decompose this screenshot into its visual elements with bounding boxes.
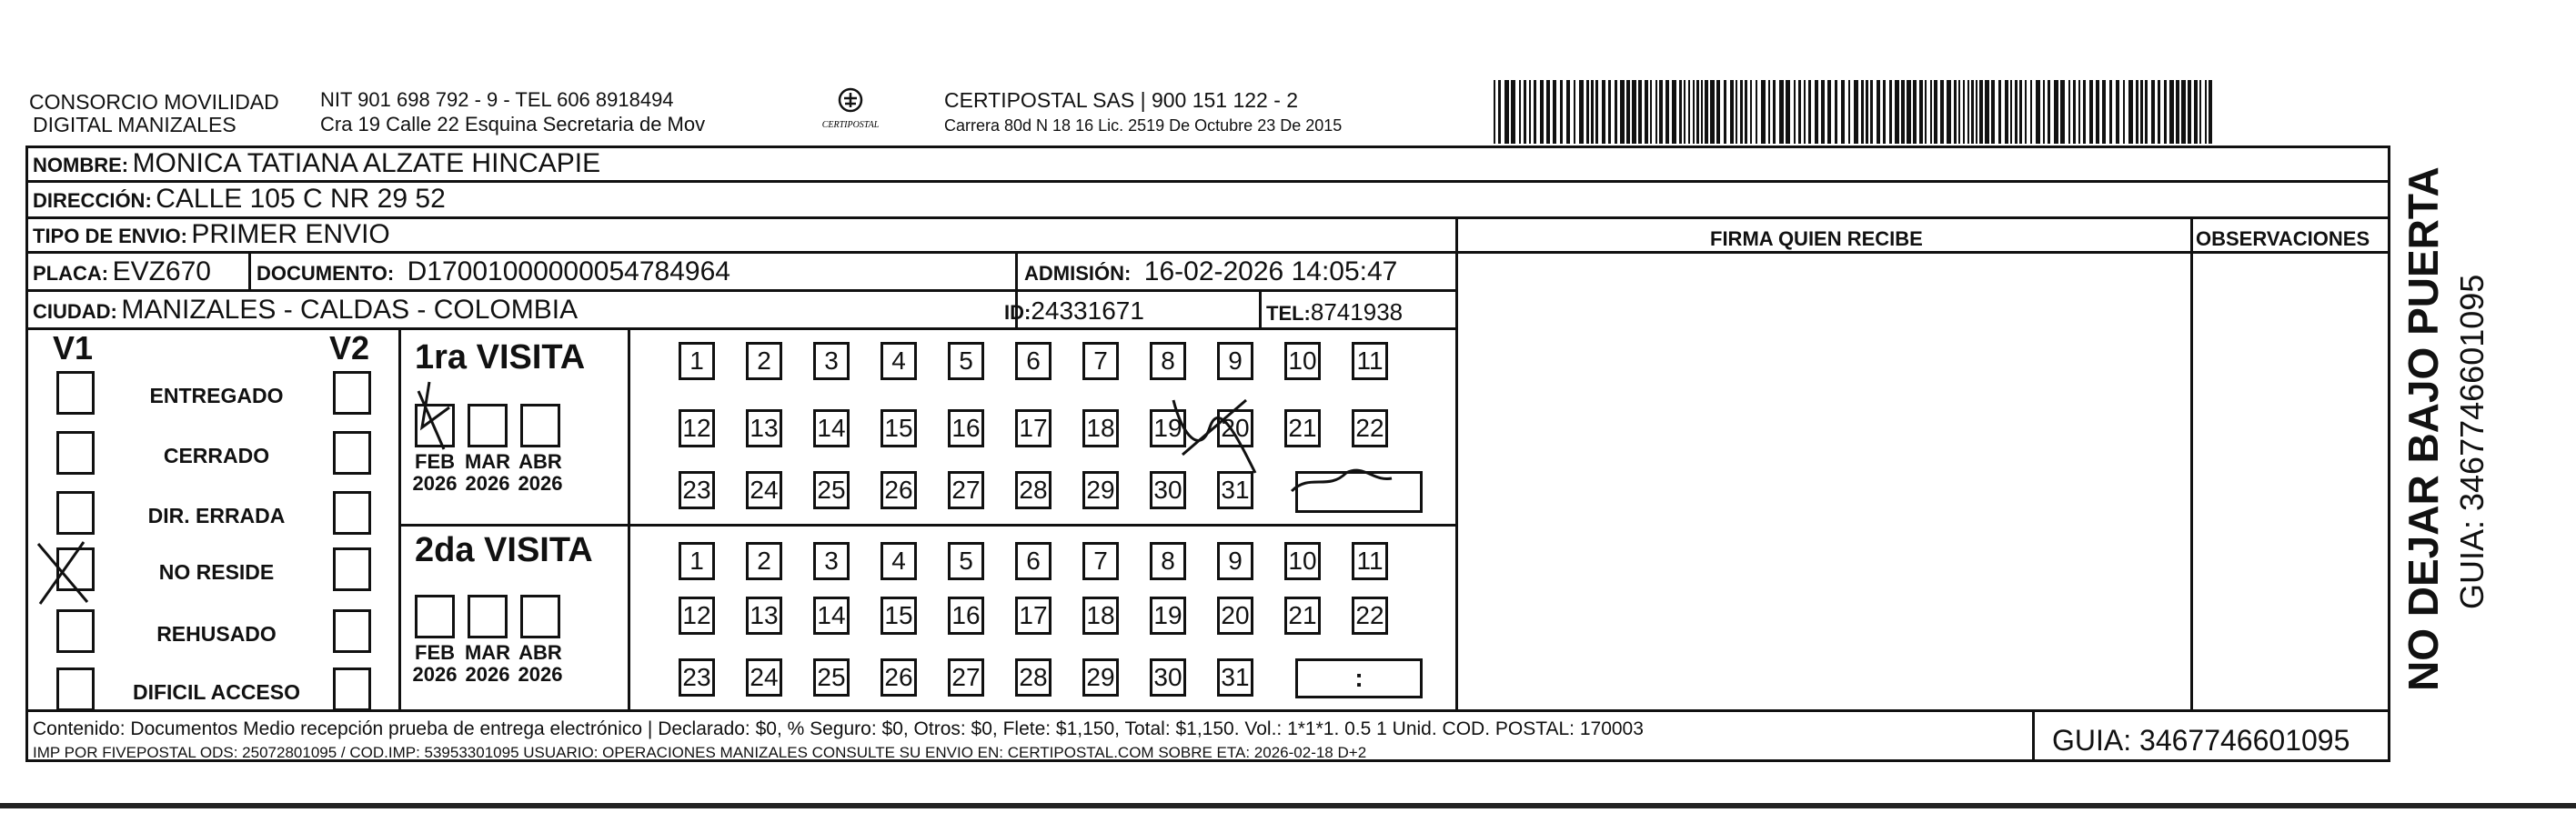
tel-label: TEL: — [1266, 302, 1311, 325]
contenido-text: Contenido: Documentos Medio recepción prueba de entrega electrónico | Declarado: $0, % Seguro: $0, Otros: $0, Flete: $1,150, Total: $1,150. Vol.: 1*1*1. 0.5 1 Unid. COD. POSTAL: 170003 — [33, 718, 1644, 739]
day-cell[interactable]: 20 — [1217, 597, 1253, 635]
day-cell[interactable]: 12 — [679, 409, 715, 447]
day-cell[interactable]: 10 — [1284, 342, 1321, 380]
x-mark-days — [1173, 400, 1255, 473]
observaciones-label: OBSERVACIONES — [2196, 227, 2370, 250]
day-cell[interactable]: 5 — [948, 342, 984, 380]
logo-caption: CERTIPOSTAL — [821, 120, 880, 130]
day-cell[interactable]: 1 — [679, 342, 715, 380]
month-year: 2026 — [518, 472, 563, 495]
month-year: 2026 — [465, 472, 510, 495]
day-cell[interactable]: 8 — [1150, 542, 1186, 580]
day-cell[interactable]: 11 — [1352, 342, 1388, 380]
month-year: 2026 — [518, 663, 563, 686]
day-cell[interactable]: 29 — [1082, 471, 1119, 509]
month-name: ABR — [518, 450, 562, 473]
day-cell[interactable]: 18 — [1082, 409, 1119, 447]
ciudad-label: CIUDAD: — [33, 300, 117, 323]
placa-label: PLACA: — [33, 262, 109, 285]
day-cell[interactable]: 7 — [1082, 342, 1119, 380]
day-cell[interactable]: 5 — [948, 542, 984, 580]
day-cell[interactable]: 23 — [679, 471, 715, 509]
month-year: 2026 — [465, 663, 510, 686]
day-cell[interactable]: 19 — [1150, 409, 1186, 447]
day-cell[interactable]: 4 — [880, 542, 917, 580]
nit-text: NIT 901 698 792 - 9 - TEL 606 8918494 — [320, 88, 674, 111]
consortium-line1: CONSORCIO MOVILIDAD — [29, 90, 279, 114]
direccion-label: DIRECCIÓN: — [33, 189, 152, 212]
firma-label: FIRMA QUIEN RECIBE — [1710, 227, 1923, 250]
admision-label: ADMISIÓN: — [1024, 262, 1132, 285]
day-cell[interactable]: 28 — [1015, 471, 1052, 509]
day-cell[interactable]: 22 — [1352, 597, 1388, 635]
ciudad-value: MANIZALES - CALDAS - COLOMBIA — [121, 295, 579, 325]
company-name: CERTIPOSTAL SAS | 900 151 122 - 2 — [944, 88, 1299, 112]
status-label: DIFICIL ACCESO — [132, 680, 300, 704]
day-cell[interactable]: 2 — [746, 542, 782, 580]
day-cell[interactable]: 15 — [880, 597, 917, 635]
x-mark-feb — [418, 382, 449, 449]
day-cell[interactable]: 23 — [679, 658, 715, 697]
day-cell[interactable]: 16 — [948, 597, 984, 635]
day-cell[interactable]: 7 — [1082, 542, 1119, 580]
day-cell[interactable]: 6 — [1015, 342, 1052, 380]
imp-text: IMP POR FIVEPOSTAL ODS: 25072801095 / COD.IMP: 53953301095 USUARIO: OPERACIONES MANIZALES CONSULTE SU ENVIO EN: CERTIPOSTAL.COM SOBRE ETA: 2026-02-18 D+2 — [33, 744, 1367, 761]
month-name: ABR — [518, 641, 562, 664]
v2-heading: V2 — [329, 329, 370, 366]
day-cell[interactable]: 21 — [1284, 597, 1321, 635]
day-cell[interactable]: 25 — [813, 471, 850, 509]
day-cell[interactable]: 17 — [1015, 409, 1052, 447]
day-cell[interactable]: 3 — [813, 542, 850, 580]
side-panel — [2398, 146, 2534, 691]
direccion-value: CALLE 105 C NR 29 52 — [156, 184, 446, 214]
month-year: 2026 — [412, 663, 458, 686]
day-cell[interactable]: 9 — [1217, 542, 1253, 580]
consortium-line2: DIGITAL MANIZALES — [33, 113, 236, 136]
day-cell[interactable]: 19 — [1150, 597, 1186, 635]
status-label: CERRADO — [163, 444, 270, 467]
day-cell[interactable]: 31 — [1217, 658, 1253, 697]
documento-value: D17001000000054784964 — [407, 256, 730, 286]
day-cell[interactable]: 3 — [813, 342, 850, 380]
day-cell[interactable]: 18 — [1082, 597, 1119, 635]
day-cell[interactable]: 12 — [679, 597, 715, 635]
day-cell[interactable]: 14 — [813, 597, 850, 635]
status-label: REHUSADO — [156, 622, 277, 646]
day-cell[interactable]: 30 — [1150, 658, 1186, 697]
handwritten-time — [1292, 470, 1392, 491]
day-cell[interactable]: 24 — [746, 471, 782, 509]
v1-heading: V1 — [53, 329, 94, 366]
day-cell[interactable]: 11 — [1352, 542, 1388, 580]
id-value: 24331671 — [1031, 296, 1144, 325]
bottom-torn-edge — [0, 803, 2576, 808]
x-mark-no-reside — [38, 542, 87, 604]
nombre-value: MONICA TATIANA ALZATE HINCAPIE — [132, 148, 601, 178]
day-cell[interactable]: 4 — [880, 342, 917, 380]
day-cell[interactable]: 9 — [1217, 342, 1253, 380]
admision-value: 16-02-2026 14:05:47 — [1143, 256, 1398, 286]
month-year: 2026 — [412, 472, 458, 495]
day-cell[interactable]: 30 — [1150, 471, 1186, 509]
day-cell[interactable]: 13 — [746, 597, 782, 635]
company-address: Carrera 80d N 18 16 Lic. 2519 De Octubre 23 De 2015 — [944, 116, 1343, 135]
nombre-label: NOMBRE: — [33, 154, 129, 176]
day-cell[interactable]: 20 — [1217, 409, 1253, 447]
side-guia: GUIA: 3467746601095 — [2453, 274, 2490, 609]
day-cell[interactable]: 13 — [746, 409, 782, 447]
day-cell[interactable]: 27 — [948, 471, 984, 509]
tipo-envio-value: PRIMER ENVIO — [191, 219, 390, 249]
no-dejar-bajo-puerta: NO DEJAR BAJO PUERTA — [2400, 166, 2447, 691]
first-visit-title: 1ra VISITA — [415, 338, 586, 376]
id-label: ID: — [1004, 301, 1031, 324]
day-cell[interactable]: 31 — [1217, 471, 1253, 509]
status-label: DIR. ERRADA — [147, 504, 286, 527]
tel-value: 8741938 — [1310, 298, 1404, 326]
day-cell[interactable]: 21 — [1284, 409, 1321, 447]
day-cell[interactable]: 10 — [1284, 542, 1321, 580]
day-cell[interactable]: 14 — [813, 409, 850, 447]
day-cell[interactable]: 26 — [880, 658, 917, 697]
status-label: ENTREGADO — [149, 384, 284, 407]
day-cell[interactable]: 24 — [746, 658, 782, 697]
month-name: FEB — [415, 450, 455, 473]
placa-value: EVZ670 — [112, 256, 211, 286]
day-cell[interactable]: 25 — [813, 658, 850, 697]
second-visit-title: 2da VISITA — [415, 531, 593, 569]
day-cell[interactable]: 29 — [1082, 658, 1119, 697]
day-cell[interactable]: 28 — [1015, 658, 1052, 697]
day-cell[interactable]: 16 — [948, 409, 984, 447]
month-name: MAR — [464, 641, 511, 664]
day-cell[interactable]: 17 — [1015, 597, 1052, 635]
month-name: MAR — [464, 450, 511, 473]
day-cell[interactable]: 6 — [1015, 542, 1052, 580]
second-visit-time-box[interactable]: : — [1295, 658, 1423, 698]
day-cell[interactable]: 26 — [880, 471, 917, 509]
day-cell[interactable]: 2 — [746, 342, 782, 380]
footer-guia: GUIA: 3467746601095 — [2052, 724, 2350, 757]
documento-label: DOCUMENTO: — [257, 262, 395, 285]
day-cell[interactable]: 15 — [880, 409, 917, 447]
day-cell[interactable]: 1 — [679, 542, 715, 580]
status-label: NO RESIDE — [158, 560, 275, 584]
day-cell[interactable]: 22 — [1352, 409, 1388, 447]
consortium-address: Cra 19 Calle 22 Esquina Secretaria de Mov — [320, 113, 706, 136]
month-name: FEB — [415, 641, 455, 664]
day-cell[interactable]: 8 — [1150, 342, 1186, 380]
day-cell[interactable]: 27 — [948, 658, 984, 697]
tipo-envio-label: TIPO DE ENVIO: — [33, 225, 187, 247]
